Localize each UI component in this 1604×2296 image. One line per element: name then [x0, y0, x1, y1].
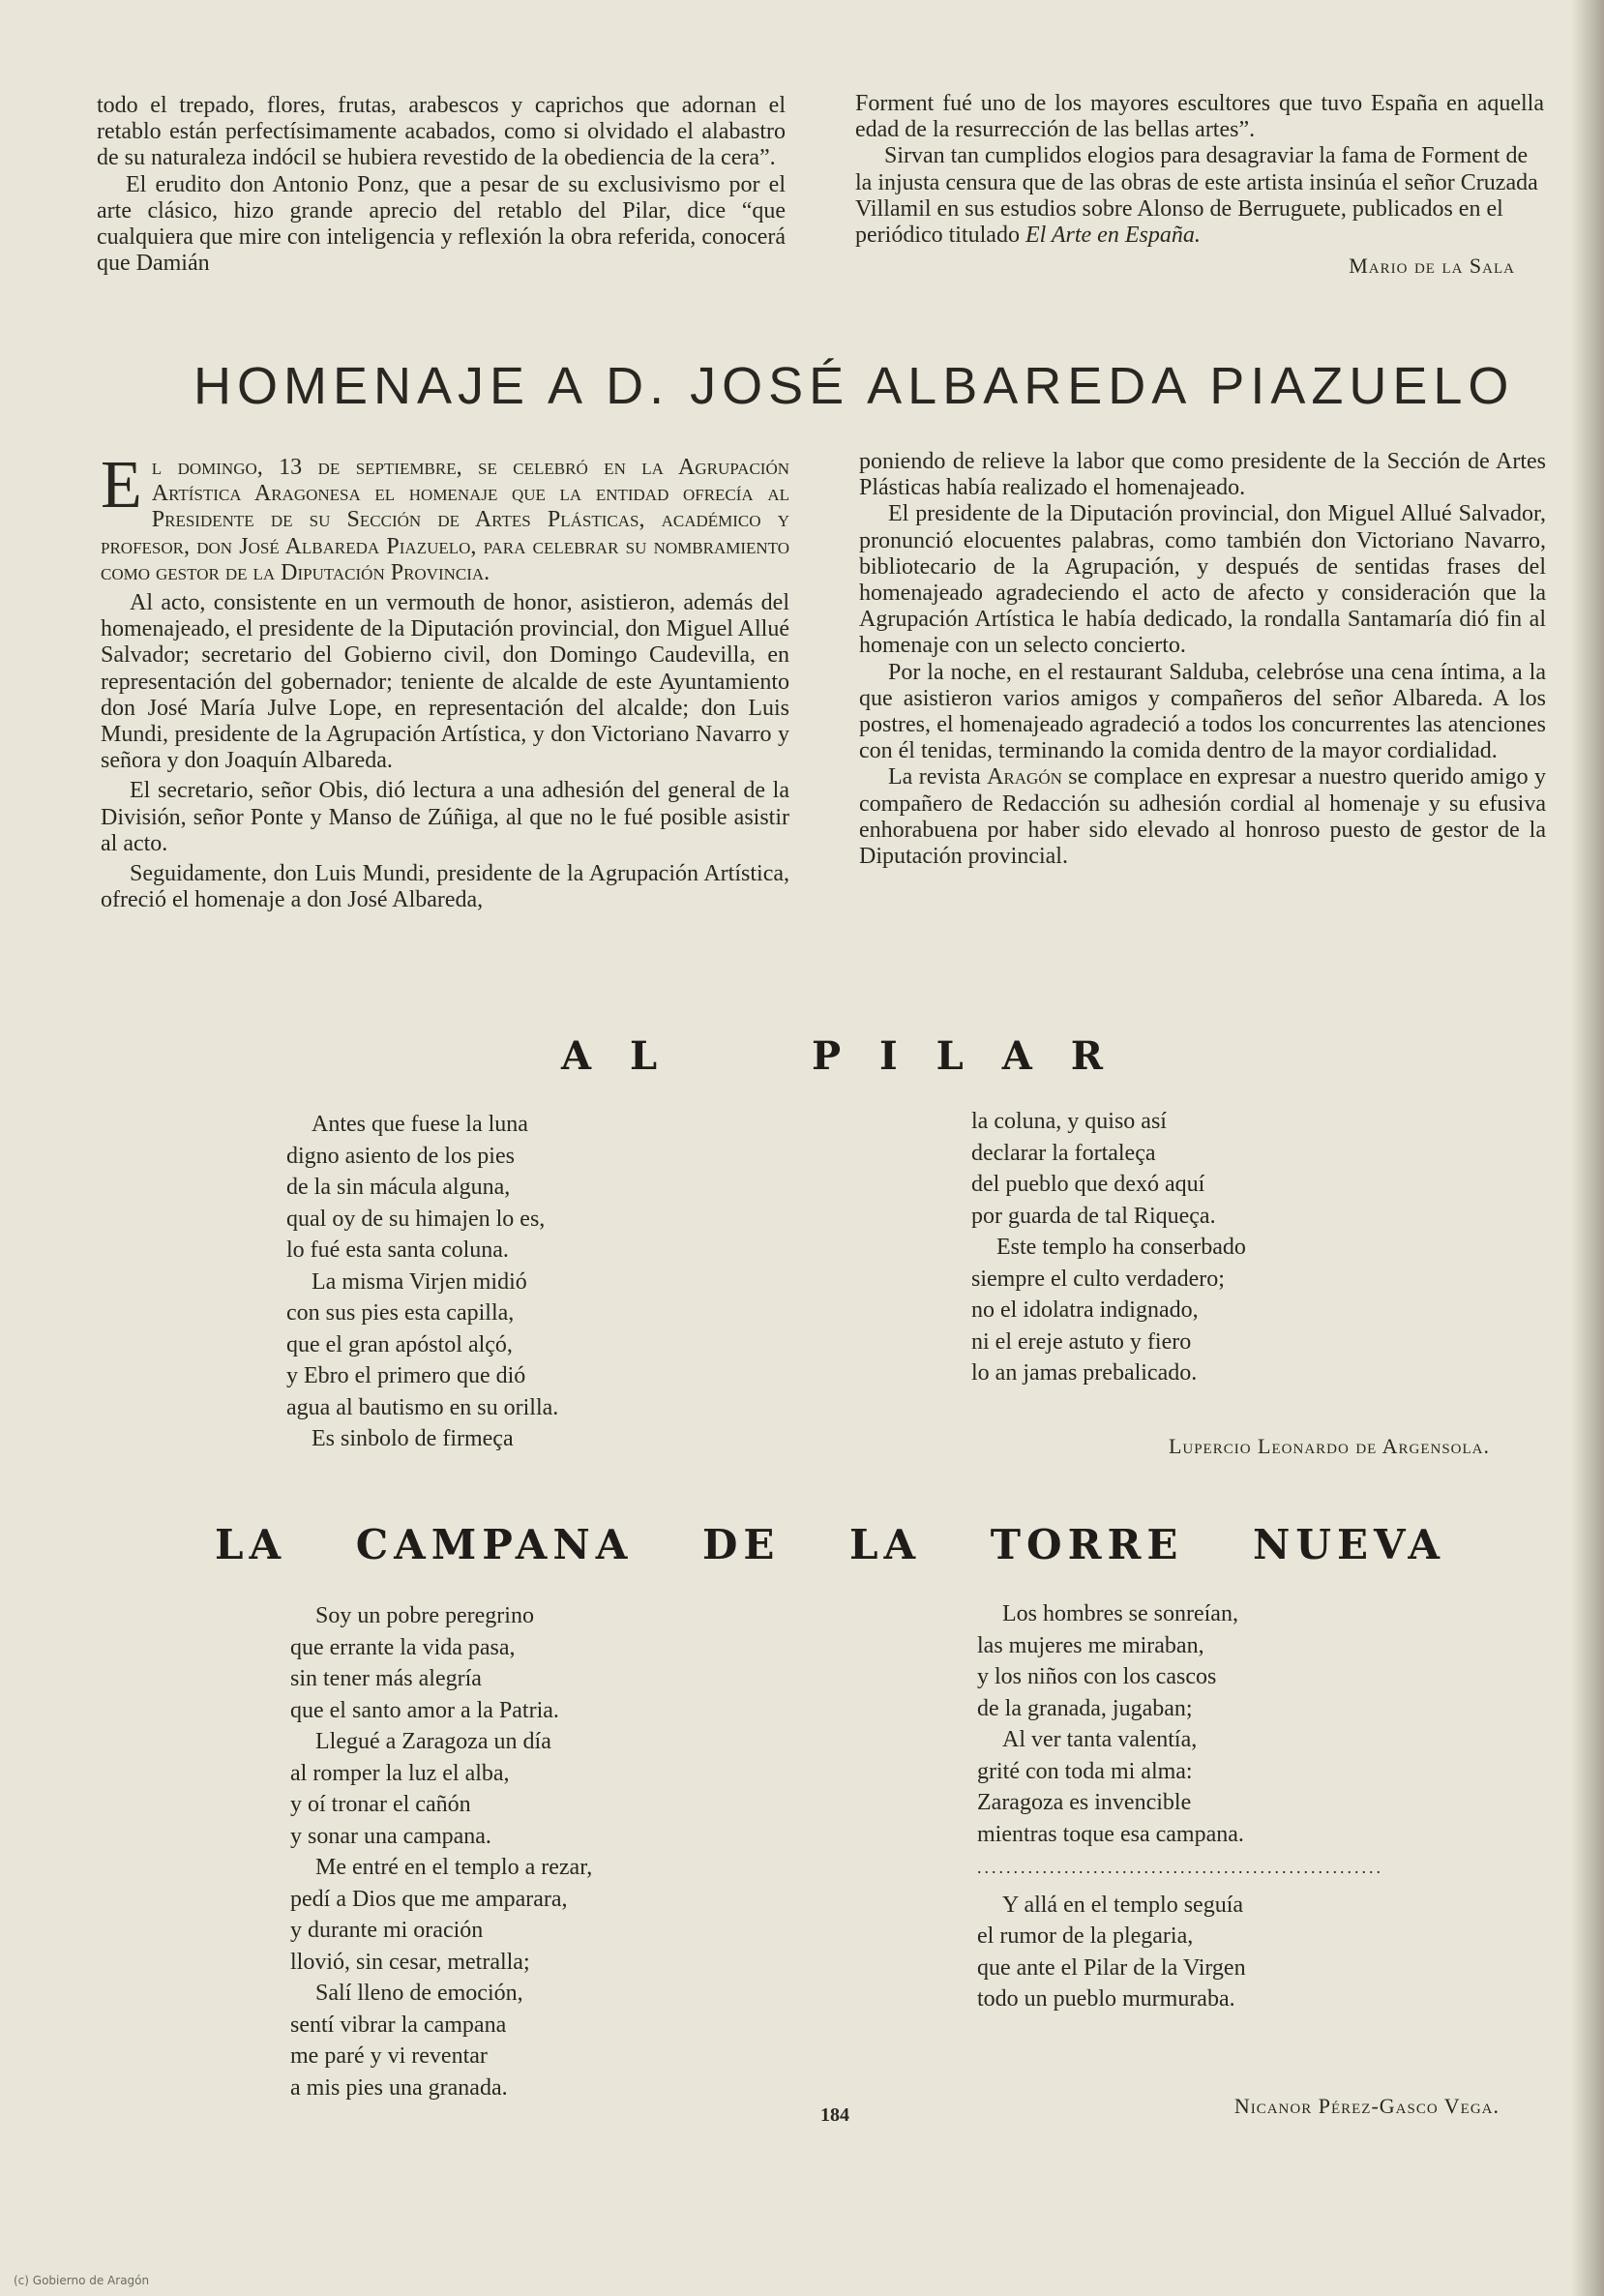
page-number: 184	[820, 2104, 849, 2126]
paragraph: todo el trepado, flores, frutas, arabescos y caprichos que adornan el retablo están perfectísimamente acabados, como si olvidado el alabastro de su naturaleza indócil se hubiera revestido de la obediencia de la cera”.	[97, 93, 786, 171]
stanza: Salí lleno de emoción, sentí vibrar la campana me paré y vi reventar a mis pies una granada.	[290, 1981, 523, 2101]
stanza: Al ver tanta valentía, grité con toda mi alma: Zaragoza es invencible mientras toque esa campana.	[977, 1727, 1244, 1847]
stanza: Es sinbolo de firmeça	[312, 1426, 514, 1451]
signature: Mario de la Sala	[1349, 253, 1515, 279]
paragraph: Por la noche, en el restaurant Salduba, celebróse una cena íntima, a la que asistieron varios amigos y compañeros del señor Albareda. A los postres, el homenajeado agradeció a todos los concurrentes las atenciones con él tenidas, terminando la comida dentro de la mayor cordialidad.	[859, 659, 1546, 764]
poem-al-pilar-left	[286, 1109, 558, 1455]
poem-campana-right	[977, 1598, 1383, 2015]
paragraph: El erudito don Antonio Ponz, que a pesar de su exclusivismo por el arte clásico, hizo grande aprecio del retablo del Pilar, dice “que cualquiera que mire con inteligencia y reflexión la obra referida, conocerá que Damián	[97, 171, 786, 277]
poem-title-campana: LA CAMPANA DE LA TORRE NUEVA	[215, 1521, 1445, 1568]
magazine-name: Aragón	[987, 764, 1062, 790]
paragraph: Al acto, consistente en un vermouth de honor, asistieron, además del homenajeado, el presidente de la Diputación provincial, don Miguel Allué Salvador; secretario del Gobierno civil, don Domingo Caudevilla, en representación del gobernador; teniente de alcalde de este Ayuntamiento don José María Julve Lope, en representación del alcalde; don Luis Mundi, presidente de la Agrupación Artística, y don Victoriano Navarro y señora y don Joaquín Albareda.	[101, 590, 789, 774]
stanza: Y allá en el templo seguía el rumor de la plegaria, que ante el Pilar de la Virgen todo un pueblo murmuraba.	[977, 1892, 1246, 2012]
paragraph: Sirvan tan cumplidos elogios para desagraviar la fama de Forment de la injusta censura que de las obras de este artista insinúa el señor Cruzada Villamil en sus estudios sobre Alonso de Berruguete, publicados en el periódico titulado El Arte en España.	[855, 143, 1538, 249]
stanza: Llegué a Zaragoza un día al romper la luz el alba, y oí tronar el cañón y sonar una campana.	[290, 1729, 551, 1849]
signature: Nicanor Pérez-Gasco Vega.	[1233, 2094, 1500, 2118]
stanza: la coluna, y quiso así declarar la fortaleça del pueblo que dexó aquí por guarda de tal Riqueça.	[971, 1109, 1216, 1229]
signature: Lupercio Leonardo de Argensola.	[1168, 1434, 1490, 1458]
ellipsis-separator: ........................................................	[977, 1858, 1383, 1877]
stanza: La misma Virjen midió con sus pies esta capilla, que el gran apóstol alçó, y Ebro el primero que dió agua al bautismo en su orilla.	[286, 1268, 559, 1420]
stanza: Antes que fuese la luna digno asiento de los pies de la sin mácula alguna, qual oy de su himajen lo es, lo fué esta santa coluna.	[286, 1112, 546, 1263]
homenaje-right-column	[859, 449, 1546, 870]
paragraph: La revista Aragón se complace en expresar a nuestro querido amigo y compañero de Redacción su adhesión cordial al homenaje y su efusiva enhorabuena por haber sido elevado al honroso puesto de gestor de la Diputación provincial.	[859, 764, 1546, 870]
page-edge-shadow	[1571, 0, 1604, 2296]
paragraph: El presidente de la Diputación provincial, don Miguel Allué Salvador, pronunció elocuentes palabras, como también don Victoriano Navarro, bibliotecario de la Agrupación, y después de sentidas frases del homenajeado agradeciendo el acto de afecto y consideración que la Agrupación Artística le había dedicado, la rondalla Santamaría dió fin al homenaje con un selecto concierto.	[859, 501, 1546, 659]
paragraph: Seguidamente, don Luis Mundi, presidente de la Agrupación Artística, ofreció el homenaje a don José Albareda,	[101, 861, 789, 913]
drop-cap: E	[101, 448, 142, 522]
top-left-column	[97, 93, 786, 277]
copyright-credit: (c) Gobierno de Aragón	[14, 2274, 150, 2287]
homenaje-left-column	[101, 448, 789, 913]
stanza: Los hombres se sonreían, las mujeres me miraban, y los niños con los cascos de la granada, jugaban;	[977, 1601, 1238, 1721]
paragraph: Forment fué uno de los mayores escultores que tuvo España en aquella edad de la resurrección de las bellas artes”.	[855, 91, 1544, 143]
paragraph: El domingo, 13 de septiembre, se celebró en la Agrupación Artística Aragonesa el homenaje que la entidad ofrecía al Presidente de su Sección de Artes Plásticas, académico y profesor, don José Albareda Piazuelo, para celebrar su nombramiento como gestor de la Diputación Provincia.	[101, 448, 789, 585]
poem-campana-left	[290, 1600, 592, 2103]
paragraph: El secretario, señor Obis, dió lectura a una adhesión del general de la División, señor Ponte y Manso de Zúñiga, al que no le fué posible asistir al acto.	[101, 778, 789, 856]
stanza: Este templo ha conserbado siempre el culto verdadero; no el idolatra indignado, ni el ereje astuto y fiero lo an jamas prebalicado.	[971, 1235, 1246, 1386]
top-right-column	[855, 91, 1544, 279]
paragraph: poniendo de relieve la labor que como presidente de la Sección de Artes Plásticas había realizado el homenajeado.	[859, 449, 1546, 501]
periodical-title: El Arte en España.	[1025, 223, 1201, 249]
stanza: Me entré en el templo a rezar, pedí a Dios que me amparara, y durante mi oración llovió, sin cesar, metralla;	[290, 1855, 593, 1975]
poem-title-al-pilar: A L P I L A R	[561, 1033, 1103, 1079]
stanza: Soy un pobre peregrino que errante la vida pasa, sin tener más alegría que el santo amor a la Patria.	[290, 1603, 559, 1723]
headline: HOMENAJE A D. JOSÉ ALBAREDA PIAZUELO	[193, 357, 1515, 415]
poem-al-pilar-right	[971, 1106, 1246, 1389]
